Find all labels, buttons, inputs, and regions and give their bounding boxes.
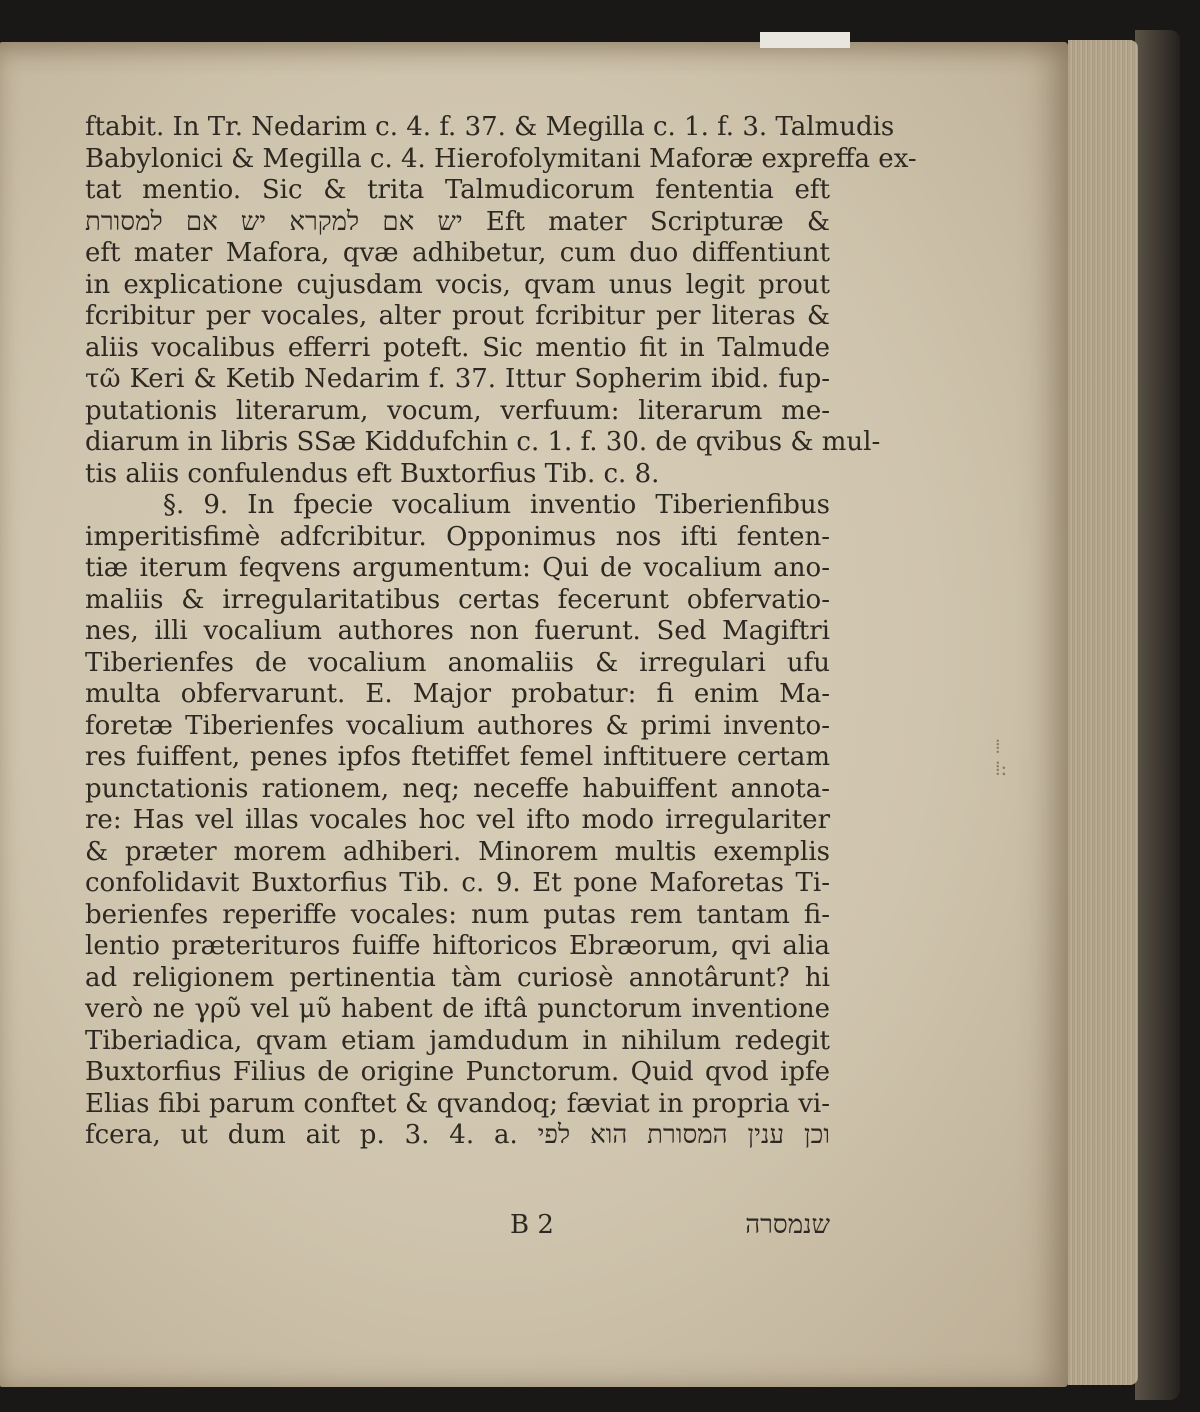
text-line: imperitisfimè adfcribitur. Opponimus nos ifti fenten- — [85, 521, 830, 552]
text-line: Buxtorfius Filius de origine Punctorum. Quid qvod ipfe — [85, 1057, 830, 1087]
text-line: aliis vocalibus efferri poteft. Sic mentio fit in Talmude — [85, 332, 830, 363]
text-line: verò ne γρῦ vel μῦ habent de iftâ punctorum inventione — [85, 994, 830, 1024]
text-line: berienfes reperiffe vocales: num putas rem tantam fi- — [85, 899, 830, 930]
text-line: ftabit. In Tr. Nedarim c. 4. f. 37. & Megilla c. 1. f. 3. Talmudis — [85, 112, 895, 142]
text-line: fcera, ut dum ait p. 3. 4. a. וכן ענין המסורת הוא לפי — [85, 1120, 830, 1150]
page-edges — [1068, 40, 1138, 1385]
book-cover — [1135, 30, 1180, 1400]
paper-marker — [760, 32, 850, 48]
catchword: שנמסרה — [745, 1210, 830, 1240]
text-line: tiæ iterum feqvens argumentum: Qui de vocalium ano- — [85, 553, 830, 583]
text-line: fcribitur per vocales, alter prout fcribitur per literas & — [85, 301, 830, 331]
text-line: nes, illi vocalium authores non fuerunt. Sed Magiftri — [85, 616, 830, 646]
page-footer — [85, 1210, 830, 1242]
text-line: in explicatione cujusdam vocis, qvam unus legit prout — [85, 269, 830, 300]
text-line: tat mentio. Sic & trita Talmudicorum fententia eft — [85, 175, 830, 205]
text-line: tis aliis confulendus eft Buxtorfius Tib. c. 8. — [85, 458, 660, 489]
text-line: res fuiffent, penes ipfos ftetiffet femel inftituere certam — [85, 742, 830, 772]
text-line: eft mater Mafora, qvæ adhibetur, cum duo diffentiunt — [85, 238, 830, 268]
text-line: multa obfervarunt. E. Major probatur: fi enim Ma- — [85, 679, 830, 709]
text-line: Tiberienfes de vocalium anomaliis & irregulari ufu — [85, 647, 830, 678]
text-line: Babylonici & Megilla c. 4. Hierofolymitani Maforæ expreffa ex- — [85, 143, 917, 174]
text-line: putationis literarum, vocum, verfuum: literarum me- — [85, 395, 830, 426]
text-line: confolidavit Buxtorfius Tib. c. 9. Et pone Maforetas Ti- — [85, 868, 830, 898]
text-line: punctationis rationem, neq; neceffe habuiffent annota- — [85, 773, 830, 804]
text-line: Elias fibi parum conftet & qvandoq; fæviat in propria vi- — [85, 1088, 830, 1119]
text-line: diarum in libris SSæ Kiddufchin c. 1. f. 30. de qvibus & mul- — [85, 427, 881, 457]
text-line: re: Has vel illas vocales hoc vel ifto modo irregulariter — [85, 805, 830, 835]
text-line: Tiberiadica, qvam etiam jamdudum in nihilum redegit — [85, 1025, 830, 1056]
text-line: τῶ Keri & Ketib Nedarim f. 37. Ittur Sopherim ibid. fup- — [85, 364, 830, 394]
text-line: יש אם למקרא יש אם למסורת Eft mater Scripturæ & — [85, 206, 831, 237]
margin-stain: ⁞ ⁞: — [995, 734, 1008, 780]
text-line: lentio præterituros fuiffe hiftoricos Ebræorum, qvi alia — [85, 931, 830, 961]
text-line: foretæ Tiberienfes vocalium authores & primi invento- — [85, 710, 830, 741]
signature-mark: B 2 — [510, 1210, 554, 1240]
body-text — [85, 112, 917, 1152]
paragraph-start-line: §. 9. In fpecie vocalium inventio Tiberienfibus — [163, 490, 830, 520]
text-line: maliis & irregularitatibus certas fecerunt obfervatio- — [85, 584, 830, 615]
text-line: & præter morem adhiberi. Minorem multis exemplis — [85, 836, 830, 867]
text-line: ad religionem pertinentia tàm curiosè annotârunt? hi — [85, 962, 830, 993]
